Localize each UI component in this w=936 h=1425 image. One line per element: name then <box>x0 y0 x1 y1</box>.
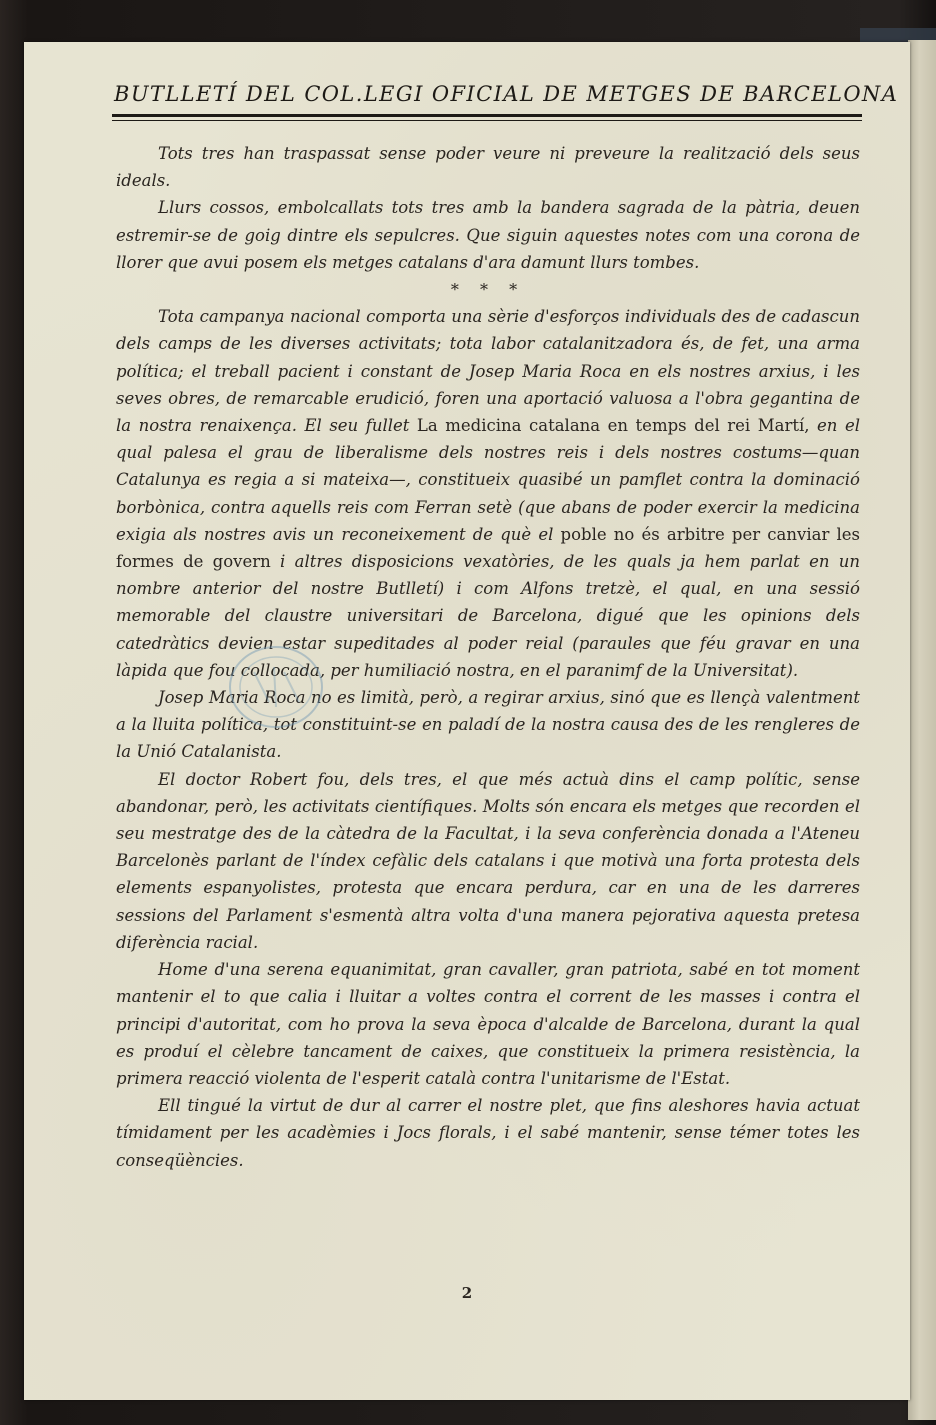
section-separator: * * * <box>450 280 526 300</box>
paragraph-1: Tots tres han traspassat sense poder veure ni preveure la realització dels seus ideals. <box>116 144 860 191</box>
page-number: 2 <box>461 1284 473 1302</box>
header-rule-thin <box>112 120 862 121</box>
quoted-phrase: poble no és arbitre per canviar les formes de govern <box>116 524 860 572</box>
pamphlet-title: La medicina catalana en temps del rei Martí, <box>416 416 810 436</box>
paragraph-3-text-a: Tota campanya nacional comporta una sèrie d'esforços individuals des de cadascun dels camps de les diverses activitats; tota labor catalanitzadora és, de fet, una arma política; el treball pacient i constant de Josep Maria Roca en els nostres arxius, i les seves obres, de remarcable erudició, foren una aportació valuosa a l'obra gegantina de la nostra renaixença. El seu fullet <box>116 307 860 436</box>
header-rule-thick <box>112 114 862 117</box>
paragraph-3-text-c: i altres disposicions vexatòries, de les quals ja hem parlat en un nombre anterior del nostre Butlletí) i com Alfons tretzè, el qual, en una sessió memorable del claustre universitari de Barcelona, digué que les opinions dels catedràtics devien estar supeditades al poder reial (paraules que féu gravar en una làpida que fou collocada, per humiliació nostra, en el paranimf de la Universitat). <box>116 552 860 680</box>
running-header: BUTLLETÍ DEL COL.LEGI OFICIAL DE METGES DE BARCELONA <box>114 82 899 106</box>
paragraph-5: El doctor Robert fou, dels tres, el que més actuà dins el camp polític, sense abandonar, però, les activitats científiques. Molts són encara els metges que recorden el seu mestratge des de la càtedra de la Facultat, i la seva conferència donada a l'Ateneu Barcelonès parlant de l'índex cefàlic dels catalans i que motivà una forta protesta dels elements espanyolistes, protesta que encara perdura, car en una de les darreres sessions del Parlament s'esmentà altra volta d'una manera pejorativa aquesta pretesa diferència racial. <box>116 769 860 952</box>
paragraph-7: Ell tingué la virtut de dur al carrer el nostre plet, que fins aleshores havia actuat tímidament per les acadèmies i Jocs florals, i el sabé mantenir, sense témer totes les conseqüències. <box>116 1096 860 1170</box>
paragraph-3 <box>116 303 860 684</box>
article-body <box>116 140 860 1174</box>
paragraph-6: Home d'una serena equanimitat, gran cavaller, gran patriota, sabé en tot moment mantenir el to que calia i lluitar a voltes contra el corrent de les masses i contra el principi d'autoritat, com ho prova la seva època d'alcalde de Barcelona, durant la qual es produí el cèlebre tancament de caixes, que constitueix la primera resistència, la primera reacció violenta de l'esperit català contra l'unitarisme de l'Estat. <box>116 960 860 1088</box>
next-page-edge <box>908 40 936 1420</box>
paragraph-4: Josep Maria Roca no es limità, però, a regirar arxius, sinó que es llençà valentment a la lluita política, tot constituint-se en paladí de la nostra causa des de les rengleres de la Unió Catalanista. <box>116 688 860 762</box>
document-page <box>24 42 910 1400</box>
paragraph-3-text-b: en el qual palesa el grau de liberalisme dels nostres reis i dels nostres costums—quan Catalunya es regia a si mateixa—, constitueix quasibé un pamflet contra la dominació borbònica, contra aquells reis com Ferran setè (que abans de poder exercir la medicina exigia als nostres avis un reconeixement de què el <box>116 416 860 544</box>
paragraph-2: Llurs cossos, embolcallats tots tres amb la bandera sagrada de la pàtria, deuen estremir-se de goig dintre els sepulcres. Que siguin aquestes notes com una corona de llorer que avui posem els metges catalans d'ara damunt llurs tombes. <box>116 198 860 272</box>
